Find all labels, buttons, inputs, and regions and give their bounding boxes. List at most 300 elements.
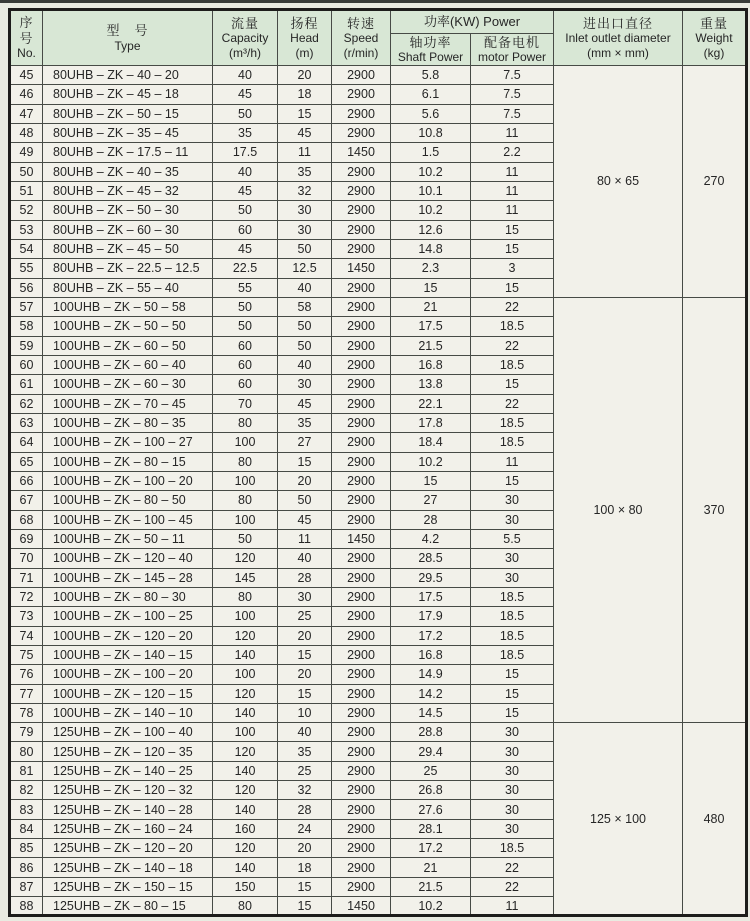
cell-capacity: 45 [213, 239, 278, 258]
cell-shaft-power: 4.2 [391, 529, 471, 548]
cell-motor-power: 11 [471, 162, 554, 181]
cell-no: 61 [10, 375, 43, 394]
cell-motor-power: 7.5 [471, 104, 554, 123]
col-header-shaft-power-zh: 轴功率 [409, 34, 452, 50]
cell-shaft-power: 6.1 [391, 85, 471, 104]
cell-capacity: 140 [213, 761, 278, 780]
col-header-speed-unit: (r/min) [343, 45, 379, 60]
cell-motor-power: 22 [471, 877, 554, 896]
cell-no: 62 [10, 394, 43, 413]
cell-motor-power: 11 [471, 452, 554, 471]
table-row [10, 66, 747, 85]
cell-type: 100UHB – ZK – 100 – 20 [43, 665, 213, 684]
cell-no: 68 [10, 510, 43, 529]
col-header-type [43, 10, 213, 66]
cell-type: 100UHB – ZK – 140 – 15 [43, 645, 213, 664]
cell-type: 100UHB – ZK – 80 – 15 [43, 452, 213, 471]
cell-no: 75 [10, 645, 43, 664]
cell-speed: 2900 [332, 877, 391, 896]
cell-speed: 2900 [332, 510, 391, 529]
cell-motor-power: 18.5 [471, 645, 554, 664]
cell-motor-power: 11 [471, 181, 554, 200]
table-row [10, 297, 747, 316]
cell-speed: 2900 [332, 819, 391, 838]
col-header-shaft-power [391, 34, 471, 66]
cell-capacity: 120 [213, 684, 278, 703]
col-header-type-en: Type [114, 38, 141, 53]
cell-head: 35 [278, 162, 332, 181]
cell-capacity: 100 [213, 665, 278, 684]
cell-head: 20 [278, 839, 332, 858]
cell-head: 45 [278, 123, 332, 142]
col-header-diameter-en: Inlet outlet diameter [565, 31, 671, 46]
cell-no: 55 [10, 259, 43, 278]
cell-head: 25 [278, 761, 332, 780]
col-header-speed-zh: 转速 [346, 15, 375, 31]
cell-capacity: 60 [213, 336, 278, 355]
cell-capacity: 160 [213, 819, 278, 838]
cell-type: 100UHB – ZK – 60 – 30 [43, 375, 213, 394]
cell-speed: 2900 [332, 375, 391, 394]
cell-motor-power: 30 [471, 800, 554, 819]
cell-speed: 2900 [332, 684, 391, 703]
cell-speed: 2900 [332, 781, 391, 800]
cell-no: 76 [10, 665, 43, 684]
cell-speed: 2900 [332, 66, 391, 85]
cell-weight: 270 [683, 66, 747, 298]
cell-no: 47 [10, 104, 43, 123]
cell-motor-power: 18.5 [471, 626, 554, 645]
cell-capacity: 55 [213, 278, 278, 297]
cell-speed: 1450 [332, 259, 391, 278]
cell-capacity: 40 [213, 66, 278, 85]
cell-head: 27 [278, 433, 332, 452]
cell-no: 66 [10, 471, 43, 490]
cell-motor-power: 15 [471, 278, 554, 297]
cell-shaft-power: 16.8 [391, 645, 471, 664]
cell-speed: 2900 [332, 761, 391, 780]
cell-speed: 2900 [332, 665, 391, 684]
col-header-no-zh-line2: 号 [19, 30, 34, 46]
cell-no: 64 [10, 433, 43, 452]
cell-head: 15 [278, 645, 332, 664]
cell-no: 69 [10, 529, 43, 548]
cell-capacity: 120 [213, 781, 278, 800]
cell-type: 80UHB – ZK – 17.5 – 11 [43, 143, 213, 162]
cell-speed: 2900 [332, 336, 391, 355]
cell-speed: 2900 [332, 491, 391, 510]
pump-spec-table [8, 8, 748, 917]
cell-capacity: 80 [213, 491, 278, 510]
cell-capacity: 140 [213, 800, 278, 819]
cell-weight: 370 [683, 297, 747, 722]
cell-type: 80UHB – ZK – 45 – 50 [43, 239, 213, 258]
cell-shaft-power: 5.6 [391, 104, 471, 123]
cell-type: 125UHB – ZK – 120 – 20 [43, 839, 213, 858]
cell-type: 100UHB – ZK – 80 – 50 [43, 491, 213, 510]
cell-no: 63 [10, 413, 43, 432]
cell-capacity: 50 [213, 317, 278, 336]
cell-motor-power: 18.5 [471, 317, 554, 336]
cell-diameter: 100 × 80 [554, 297, 683, 722]
cell-shaft-power: 29.5 [391, 568, 471, 587]
cell-shaft-power: 14.9 [391, 665, 471, 684]
cell-type: 125UHB – ZK – 100 – 40 [43, 723, 213, 742]
cell-capacity: 50 [213, 529, 278, 548]
cell-motor-power: 18.5 [471, 433, 554, 452]
cell-speed: 2900 [332, 355, 391, 374]
cell-head: 18 [278, 858, 332, 877]
cell-no: 48 [10, 123, 43, 142]
cell-no: 50 [10, 162, 43, 181]
cell-capacity: 100 [213, 510, 278, 529]
cell-head: 35 [278, 413, 332, 432]
cell-no: 56 [10, 278, 43, 297]
cell-no: 70 [10, 549, 43, 568]
cell-shaft-power: 28 [391, 510, 471, 529]
cell-motor-power: 30 [471, 491, 554, 510]
cell-head: 11 [278, 143, 332, 162]
cell-no: 74 [10, 626, 43, 645]
col-header-type-zh: 型 号 [106, 23, 149, 38]
cell-speed: 2900 [332, 123, 391, 142]
cell-head: 32 [278, 181, 332, 200]
cell-head: 15 [278, 877, 332, 896]
cell-type: 125UHB – ZK – 150 – 15 [43, 877, 213, 896]
cell-speed: 2900 [332, 645, 391, 664]
cell-motor-power: 30 [471, 549, 554, 568]
cell-type: 125UHB – ZK – 120 – 35 [43, 742, 213, 761]
cell-speed: 2900 [332, 568, 391, 587]
cell-head: 10 [278, 703, 332, 722]
cell-motor-power: 30 [471, 568, 554, 587]
cell-capacity: 50 [213, 297, 278, 316]
cell-motor-power: 15 [471, 471, 554, 490]
cell-no: 79 [10, 723, 43, 742]
cell-motor-power: 22 [471, 336, 554, 355]
cell-head: 50 [278, 317, 332, 336]
cell-no: 60 [10, 355, 43, 374]
cell-no: 59 [10, 336, 43, 355]
col-header-no [10, 10, 43, 66]
cell-type: 80UHB – ZK – 40 – 20 [43, 66, 213, 85]
cell-head: 58 [278, 297, 332, 316]
cell-shaft-power: 10.2 [391, 201, 471, 220]
cell-no: 54 [10, 239, 43, 258]
cell-type: 100UHB – ZK – 145 – 28 [43, 568, 213, 587]
cell-no: 80 [10, 742, 43, 761]
cell-head: 50 [278, 336, 332, 355]
cell-shaft-power: 26.8 [391, 781, 471, 800]
cell-motor-power: 11 [471, 123, 554, 142]
cell-no: 51 [10, 181, 43, 200]
cell-motor-power: 30 [471, 723, 554, 742]
cell-shaft-power: 17.5 [391, 587, 471, 606]
cell-type: 100UHB – ZK – 80 – 35 [43, 413, 213, 432]
cell-type: 80UHB – ZK – 22.5 – 12.5 [43, 259, 213, 278]
cell-motor-power: 18.5 [471, 413, 554, 432]
cell-motor-power: 11 [471, 897, 554, 916]
cell-speed: 2900 [332, 181, 391, 200]
col-header-power-group-label: 功率(KW) Power [423, 14, 521, 30]
cell-speed: 2900 [332, 549, 391, 568]
cell-shaft-power: 2.3 [391, 259, 471, 278]
cell-capacity: 35 [213, 123, 278, 142]
cell-motor-power: 18.5 [471, 839, 554, 858]
cell-head: 28 [278, 800, 332, 819]
col-header-capacity-en: Capacity [221, 31, 269, 46]
cell-type: 80UHB – ZK – 45 – 32 [43, 181, 213, 200]
cell-type: 80UHB – ZK – 35 – 45 [43, 123, 213, 142]
cell-weight: 480 [683, 723, 747, 916]
col-header-capacity-unit: (m³/h) [229, 45, 261, 60]
cell-shaft-power: 15 [391, 278, 471, 297]
col-header-no-en: No. [17, 46, 36, 61]
col-header-capacity-zh: 流量 [230, 15, 259, 31]
cell-motor-power: 30 [471, 510, 554, 529]
cell-type: 100UHB – ZK – 50 – 11 [43, 529, 213, 548]
cell-head: 50 [278, 491, 332, 510]
cell-type: 125UHB – ZK – 140 – 25 [43, 761, 213, 780]
cell-capacity: 100 [213, 471, 278, 490]
cell-shaft-power: 10.2 [391, 897, 471, 916]
cell-capacity: 100 [213, 433, 278, 452]
cell-shaft-power: 22.1 [391, 394, 471, 413]
cell-motor-power: 15 [471, 375, 554, 394]
cell-motor-power: 22 [471, 297, 554, 316]
cell-shaft-power: 18.4 [391, 433, 471, 452]
col-header-weight-en: Weight [695, 31, 733, 46]
cell-capacity: 60 [213, 355, 278, 374]
cell-shaft-power: 12.6 [391, 220, 471, 239]
cell-head: 45 [278, 510, 332, 529]
cell-shaft-power: 27.6 [391, 800, 471, 819]
cell-head: 28 [278, 568, 332, 587]
cell-capacity: 60 [213, 375, 278, 394]
cell-type: 125UHB – ZK – 160 – 24 [43, 819, 213, 838]
cell-motor-power: 11 [471, 201, 554, 220]
cell-speed: 2900 [332, 742, 391, 761]
cell-type: 100UHB – ZK – 100 – 27 [43, 433, 213, 452]
cell-shaft-power: 17.5 [391, 317, 471, 336]
cell-type: 80UHB – ZK – 40 – 35 [43, 162, 213, 181]
col-header-head [278, 10, 332, 66]
cell-head: 40 [278, 549, 332, 568]
cell-speed: 2900 [332, 858, 391, 877]
cell-capacity: 17.5 [213, 143, 278, 162]
cell-no: 58 [10, 317, 43, 336]
cell-motor-power: 15 [471, 220, 554, 239]
cell-capacity: 100 [213, 607, 278, 626]
cell-capacity: 40 [213, 162, 278, 181]
col-header-diameter-unit: (mm × mm) [587, 45, 649, 60]
cell-type: 100UHB – ZK – 70 – 45 [43, 394, 213, 413]
cell-type: 100UHB – ZK – 100 – 45 [43, 510, 213, 529]
cell-head: 30 [278, 375, 332, 394]
cell-speed: 2900 [332, 220, 391, 239]
cell-head: 30 [278, 587, 332, 606]
cell-capacity: 100 [213, 723, 278, 742]
cell-shaft-power: 21.5 [391, 336, 471, 355]
cell-speed: 2900 [332, 587, 391, 606]
cell-capacity: 80 [213, 587, 278, 606]
cell-capacity: 45 [213, 181, 278, 200]
cell-no: 49 [10, 143, 43, 162]
cell-head: 15 [278, 684, 332, 703]
cell-no: 82 [10, 781, 43, 800]
col-header-power-group [391, 10, 554, 34]
cell-no: 81 [10, 761, 43, 780]
cell-shaft-power: 14.2 [391, 684, 471, 703]
cell-head: 32 [278, 781, 332, 800]
cell-type: 100UHB – ZK – 100 – 25 [43, 607, 213, 626]
cell-speed: 1450 [332, 897, 391, 916]
cell-capacity: 70 [213, 394, 278, 413]
cell-type: 100UHB – ZK – 120 – 40 [43, 549, 213, 568]
cell-capacity: 140 [213, 645, 278, 664]
cell-no: 57 [10, 297, 43, 316]
cell-shaft-power: 14.8 [391, 239, 471, 258]
cell-capacity: 120 [213, 549, 278, 568]
cell-motor-power: 15 [471, 703, 554, 722]
cell-motor-power: 18.5 [471, 607, 554, 626]
col-header-shaft-power-en: Shaft Power [397, 50, 464, 65]
cell-capacity: 140 [213, 703, 278, 722]
cell-motor-power: 30 [471, 781, 554, 800]
cell-shaft-power: 1.5 [391, 143, 471, 162]
cell-head: 40 [278, 278, 332, 297]
cell-capacity: 120 [213, 839, 278, 858]
cell-head: 15 [278, 452, 332, 471]
cell-head: 40 [278, 355, 332, 374]
cell-shaft-power: 14.5 [391, 703, 471, 722]
cell-type: 125UHB – ZK – 80 – 15 [43, 897, 213, 916]
cell-head: 40 [278, 723, 332, 742]
cell-shaft-power: 28.1 [391, 819, 471, 838]
cell-speed: 1450 [332, 143, 391, 162]
cell-type: 80UHB – ZK – 55 – 40 [43, 278, 213, 297]
cell-shaft-power: 15 [391, 471, 471, 490]
cell-motor-power: 22 [471, 858, 554, 877]
cell-no: 87 [10, 877, 43, 896]
cell-type: 100UHB – ZK – 60 – 50 [43, 336, 213, 355]
cell-diameter: 80 × 65 [554, 66, 683, 298]
cell-type: 100UHB – ZK – 120 – 15 [43, 684, 213, 703]
cell-speed: 2900 [332, 104, 391, 123]
cell-motor-power: 15 [471, 684, 554, 703]
cell-shaft-power: 21.5 [391, 877, 471, 896]
cell-no: 45 [10, 66, 43, 85]
cell-head: 45 [278, 394, 332, 413]
cell-shaft-power: 16.8 [391, 355, 471, 374]
cell-type: 125UHB – ZK – 140 – 28 [43, 800, 213, 819]
cell-type: 125UHB – ZK – 120 – 32 [43, 781, 213, 800]
cell-type: 100UHB – ZK – 80 – 30 [43, 587, 213, 606]
cell-speed: 2900 [332, 297, 391, 316]
cell-head: 30 [278, 220, 332, 239]
cell-shaft-power: 13.8 [391, 375, 471, 394]
cell-no: 83 [10, 800, 43, 819]
cell-no: 88 [10, 897, 43, 916]
cell-speed: 2900 [332, 703, 391, 722]
cell-capacity: 145 [213, 568, 278, 587]
col-header-diameter-zh: 进出口直径 [582, 15, 653, 31]
cell-motor-power: 2.2 [471, 143, 554, 162]
table-header [10, 10, 747, 66]
cell-type: 125UHB – ZK – 140 – 18 [43, 858, 213, 877]
col-header-head-unit: (m) [295, 45, 314, 60]
cell-shaft-power: 17.2 [391, 839, 471, 858]
cell-type: 80UHB – ZK – 60 – 30 [43, 220, 213, 239]
col-header-speed-en: Speed [343, 31, 379, 46]
cell-head: 20 [278, 665, 332, 684]
cell-motor-power: 5.5 [471, 529, 554, 548]
cell-shaft-power: 10.1 [391, 181, 471, 200]
cell-speed: 1450 [332, 529, 391, 548]
col-header-head-en: Head [290, 31, 319, 46]
cell-shaft-power: 17.2 [391, 626, 471, 645]
cell-diameter: 125 × 100 [554, 723, 683, 916]
cell-speed: 2900 [332, 607, 391, 626]
cell-capacity: 50 [213, 201, 278, 220]
cell-no: 78 [10, 703, 43, 722]
cell-motor-power: 30 [471, 761, 554, 780]
col-header-no-zh-line1: 序 [19, 15, 34, 31]
cell-capacity: 45 [213, 85, 278, 104]
col-header-weight [683, 10, 747, 66]
col-header-weight-unit: (kg) [703, 45, 725, 60]
cell-no: 84 [10, 819, 43, 838]
cell-head: 11 [278, 529, 332, 548]
table-row [10, 723, 747, 742]
cell-motor-power: 15 [471, 239, 554, 258]
cell-shaft-power: 21 [391, 297, 471, 316]
cell-no: 46 [10, 85, 43, 104]
cell-type: 100UHB – ZK – 120 – 20 [43, 626, 213, 645]
cell-capacity: 120 [213, 626, 278, 645]
cell-head: 30 [278, 201, 332, 220]
cell-capacity: 60 [213, 220, 278, 239]
cell-head: 35 [278, 742, 332, 761]
cell-head: 20 [278, 66, 332, 85]
cell-head: 20 [278, 626, 332, 645]
cell-capacity: 80 [213, 897, 278, 916]
cell-head: 25 [278, 607, 332, 626]
cell-speed: 2900 [332, 626, 391, 645]
cell-shaft-power: 21 [391, 858, 471, 877]
cell-head: 24 [278, 819, 332, 838]
col-header-motor-power-en: motor Power [477, 50, 547, 65]
cell-speed: 2900 [332, 239, 391, 258]
cell-capacity: 80 [213, 413, 278, 432]
cell-head: 50 [278, 239, 332, 258]
cell-shaft-power: 25 [391, 761, 471, 780]
cell-shaft-power: 27 [391, 491, 471, 510]
cell-head: 12.5 [278, 259, 332, 278]
cell-shaft-power: 10.2 [391, 162, 471, 181]
cell-no: 53 [10, 220, 43, 239]
cell-head: 18 [278, 85, 332, 104]
cell-speed: 2900 [332, 433, 391, 452]
cell-speed: 2900 [332, 800, 391, 819]
cell-shaft-power: 17.8 [391, 413, 471, 432]
cell-capacity: 80 [213, 452, 278, 471]
cell-speed: 2900 [332, 394, 391, 413]
cell-speed: 2900 [332, 723, 391, 742]
cell-shaft-power: 5.8 [391, 66, 471, 85]
cell-speed: 2900 [332, 839, 391, 858]
cell-type: 80UHB – ZK – 45 – 18 [43, 85, 213, 104]
